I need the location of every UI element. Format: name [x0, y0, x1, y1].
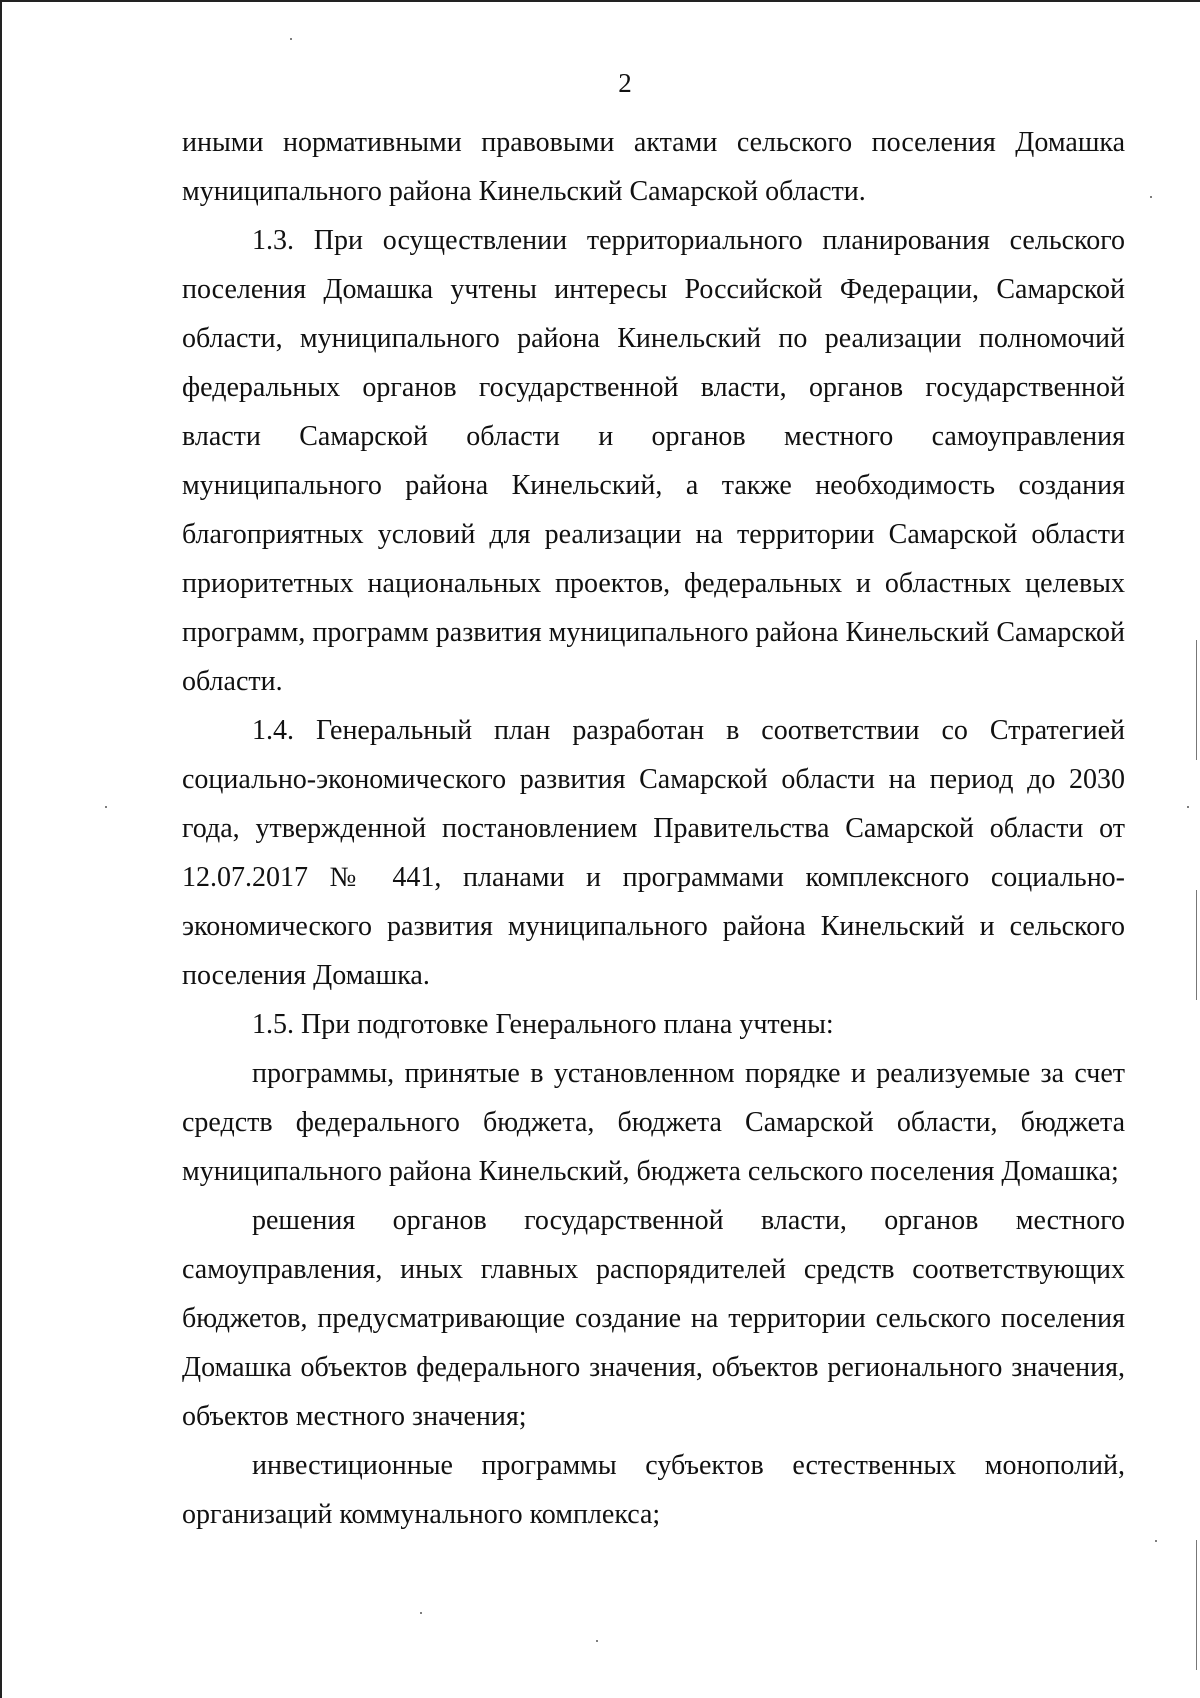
- scan-speck: [596, 1640, 598, 1642]
- scan-border-left: [0, 0, 2, 1698]
- scan-speck: [420, 1612, 422, 1614]
- paragraph-investment: инвестиционные программы субъектов естественных монополий, организаций коммунального комплекса;: [182, 1450, 1125, 1530]
- paragraph-1-4: 1.4. Генеральный план разработан в соответствии со Стратегией социально-экономического развития Самарской области на период до 2030 года, утвержденной постановлением Правительства Самарской области от 12.07.2017 № 441, планами и программами комплексного социально-экономического развития муниципального района Кинельский и сельского поселения Домашка.: [182, 715, 1125, 991]
- scan-edge-mark: [1196, 1540, 1197, 1670]
- scan-edge-mark: [1196, 890, 1197, 1000]
- paragraph-1-5: 1.5. При подготовке Генерального плана учтены:: [252, 1009, 834, 1040]
- paragraph-programs: программы, принятые в установленном порядке и реализуемые за счет средств федерального бюджета, бюджета Самарской области, бюджета муниципального района Кинельский, бюджета сельского поселения Домашка;: [182, 1058, 1125, 1187]
- scan-speck: [1155, 1540, 1157, 1542]
- scan-speck: [105, 806, 107, 808]
- paragraph-continuation: иными нормативными правовыми актами сельского поселения Домашка муниципального района Кинельский Самарской области.: [182, 127, 1125, 207]
- scan-speck: [290, 38, 292, 40]
- scan-edge-mark: [1196, 640, 1197, 760]
- scan-speck: [1150, 196, 1152, 198]
- page-number: 2: [618, 68, 632, 98]
- scan-border-top: [0, 0, 1200, 2]
- document-body: [182, 118, 1125, 1539]
- scan-speck: [1187, 806, 1189, 808]
- paragraph-1-3: 1.3. При осуществлении территориального планирования сельского поселения Домашка учтены интересы Российской Федерации, Самарской области, муниципального района Кинельский по реализации полномочий федеральных органов государственной власти, органов государственной власти Самарской области и органов местного самоуправления муниципального района Кинельский, а также необходимость создания благоприятных условий для реализации на территории Самарской области приоритетных национальных проектов, федеральных и областных целевых программ, программ развития муниципального района Кинельский Самарской области.: [182, 225, 1125, 697]
- paragraph-decisions: решения органов государственной власти, органов местного самоуправления, иных главных распорядителей средств соответствующих бюджетов, предусматривающие создание на территории сельского поселения Домашка объектов федерального значения, объектов регионального значения, объектов местного значения;: [182, 1205, 1125, 1432]
